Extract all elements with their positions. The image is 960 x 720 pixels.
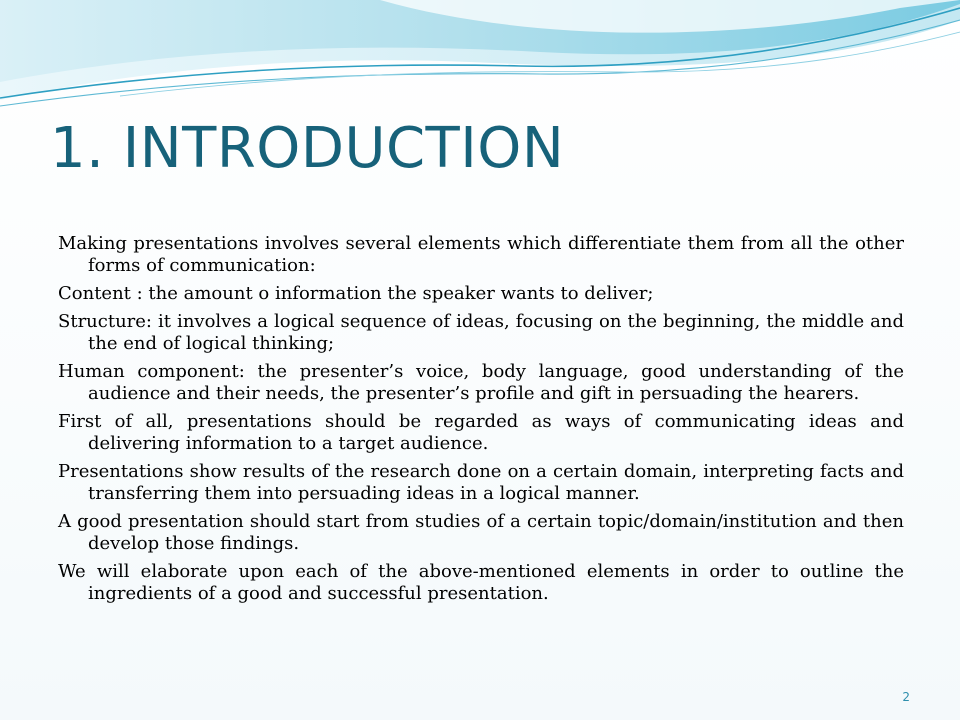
paragraph-intro: Making presentations involves several elements which differentiate them from all the other forms of communication: bbox=[58, 233, 904, 276]
slide-title: 1. INTRODUCTION bbox=[50, 116, 565, 181]
paragraph-structure: Structure: it involves a logical sequence of ideas, focusing on the beginning, the middle and the end of logical thinking; bbox=[58, 311, 904, 354]
slide-body bbox=[58, 233, 904, 611]
decorative-wave-banner bbox=[0, 0, 960, 130]
paragraph-good-presentation: A good presentation should start from studies of a certain topic/domain/institution and then develop those findings. bbox=[58, 511, 904, 554]
paragraph-content: Content : the amount o information the speaker wants to deliver; bbox=[58, 283, 654, 304]
paragraph-results: Presentations show results of the research done on a certain domain, interpreting facts and transferring them into persuading ideas in a logical manner. bbox=[58, 461, 904, 504]
page-number: 2 bbox=[902, 690, 910, 704]
paragraph-first-of-all: First of all, presentations should be regarded as ways of communicating ideas and delivering information to a target audience. bbox=[58, 411, 904, 454]
paragraph-elaborate: We will elaborate upon each of the above-mentioned elements in order to outline the ingredients of a good and successful presentation. bbox=[58, 561, 904, 604]
paragraph-human-component: Human component: the presenter’s voice, body language, good understanding of the audience and their needs, the presenter’s profile and gift in persuading the hearers. bbox=[58, 361, 904, 404]
